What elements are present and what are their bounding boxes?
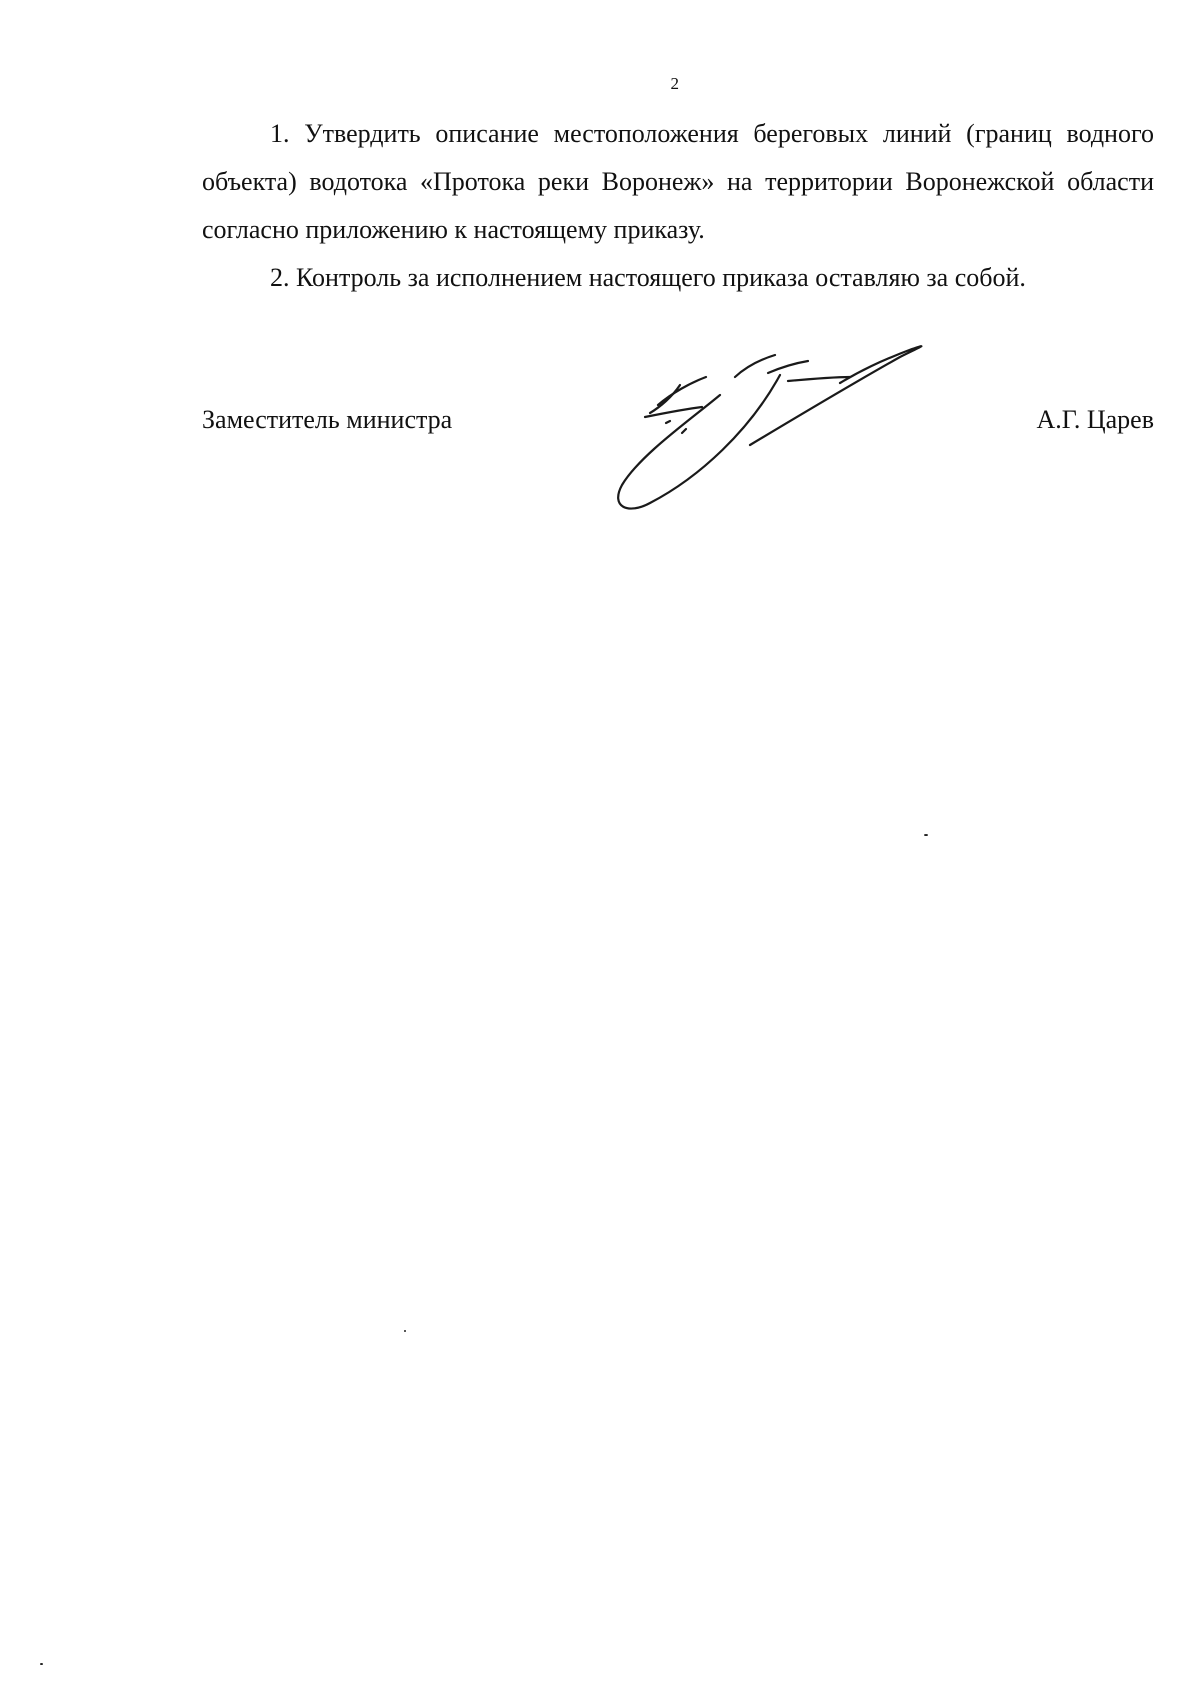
scan-speck: [924, 834, 928, 836]
signer-name: А.Г. Царев: [1036, 405, 1154, 434]
handwritten-signature: [610, 335, 1000, 535]
scan-speck: [404, 1330, 406, 1332]
paragraph-control: 2. Контроль за исполнением настоящего приказа оставляю за собой.: [270, 263, 1026, 292]
signer-position: Заместитель министра: [202, 405, 453, 434]
paragraph-approve-description: 1. Утвердить описание местоположения береговых линий (границ водного объекта) водотока «Протока реки Воронеж» на территории Воронежской области согласно приложению к настоящему приказу.: [202, 119, 1154, 244]
page-number: 2: [670, 74, 680, 93]
document-body: [202, 110, 1154, 302]
scan-speck: [40, 1663, 43, 1665]
